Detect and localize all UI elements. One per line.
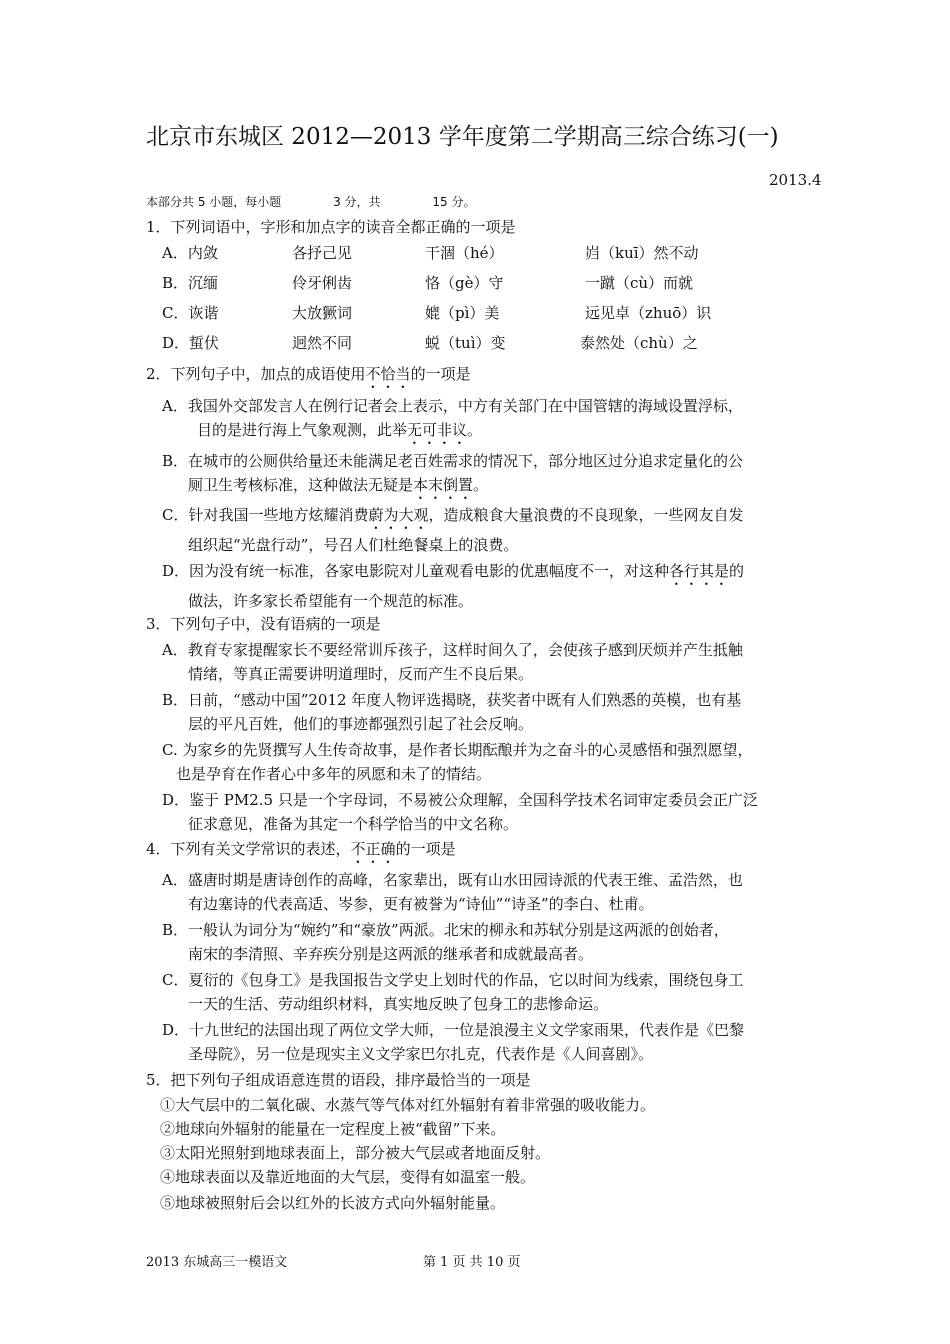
q3-option-d-line2: 征求意见，准备为其定一个科学恰当的中文名称。: [188, 815, 519, 833]
q2-option-a-line2: [197, 420, 482, 448]
q1-b-col3: 恪（gè）守: [425, 274, 504, 292]
q2-option-a-line1: A．我国外交部发言人在例行记者会上表示，中方有关部门在中国管辖的海域设置浮标，: [162, 397, 743, 415]
q1-d-col1: D．蜇伏: [162, 334, 220, 352]
exam-date: 2013.4: [769, 171, 822, 189]
meta-part-3: 15 分。: [432, 195, 476, 209]
q5-item-4: ④地球表面以及靠近地面的大气层，变得有如温室一般。: [160, 1168, 536, 1186]
question-5-stem: 5．把下列句子组成语意连贯的语段，排序最恰当的一项是: [146, 1071, 531, 1089]
q2-c-idiom: 蔚为大观: [368, 506, 429, 524]
q3-option-a-line1: A．教育专家提醒家长不要经常训斥孩子，这样时间久了，会使孩子感到厌烦并产生抵触: [162, 641, 743, 659]
q2-stem-emphasis: 不恰当: [365, 365, 411, 383]
q4-stem-a: 4．下列有关文学常识的表述，: [146, 840, 351, 858]
q2-b-idiom: 本末倒置: [413, 476, 474, 494]
q1-a-col4: 岿（kuī）然不动: [585, 244, 699, 262]
q2-a-end: 。: [467, 421, 483, 439]
q3-option-c-line2: 也是孕育在作者心中多年的夙愿和未了的情结。: [176, 765, 492, 783]
q4-stem-emphasis: 不正确: [350, 840, 396, 858]
q2-b-text: 厕卫生考核标准，这种做法无疑是: [188, 476, 414, 494]
meta-part-2: 3 分，共: [333, 195, 381, 209]
question-1-stem: 1．下列词语中，字形和加点字的读音全都正确的一项是: [146, 218, 516, 236]
q2-stem-a: 2．下列句子中，加点的成语使用: [146, 365, 366, 383]
q3-option-b-line1: B．日前，“感动中国”2012 年度人物评选揭晓，获奖者中既有人们熟悉的英模，也有基: [162, 691, 742, 709]
q2-stem-b: 的一项是: [410, 365, 471, 383]
q2-option-d-line1: [162, 561, 744, 589]
q1-c-col2: 大放獗词: [292, 304, 353, 322]
q2-option-c-line2: 组织起“光盘行动”，号召人们杜绝餐桌上的浪费。: [188, 536, 519, 554]
section-meta: [146, 193, 523, 210]
q4-option-d-line1: D．十九世纪的法国出现了两位文学大师，一位是浪漫主义文学家雨果，代表作是《巴黎: [162, 1021, 745, 1039]
q2-a-idiom: 无可非议: [407, 421, 468, 439]
q2-a-text: 目的是进行海上气象观测，此举: [197, 421, 408, 439]
q1-a-col2: 各抒己见: [292, 244, 353, 262]
q1-b-col2: 伶牙俐齿: [292, 274, 353, 292]
q2-option-c-line1: [162, 505, 744, 533]
q4-option-b-line1: B．一般认为词分为“婉约”和“豪放”两派。北宋的柳永和苏轼分别是这两派的创始者，: [162, 921, 729, 939]
q1-d-col2: 迥然不同: [292, 334, 353, 352]
q2-b-end: 。: [473, 476, 489, 494]
q2-c-text: C．针对我国一些地方炫耀消费: [162, 506, 369, 524]
meta-part-1: 本部分共 5 小题，每小题: [146, 195, 282, 209]
q3-option-c-line1: C. 为家乡的先贤撰写人生传奇故事，是作者长期酝酿并为之奋斗的心灵感悟和强烈愿望，: [162, 741, 753, 759]
q2-option-b-line2: [188, 475, 488, 503]
q1-d-col4: 泰然处（chù）之: [580, 334, 698, 352]
q4-option-a-line1: A．盛唐时期是唐诗创作的高峰，名家辈出，既有山水田园诗派的代表王维、孟浩然，也: [162, 871, 743, 889]
q2-option-b-line1: B．在城市的公厕供给量还未能满足老百姓需求的情况下，部分地区过分追求定量化的公: [162, 452, 744, 470]
q1-c-col1: C．诙谐: [162, 304, 219, 322]
q1-b-col4: 一蹴（cù）而就: [585, 274, 694, 292]
q5-item-3: ③太阳光照射到地球表面上，部分被大气层或者地面反射。: [160, 1144, 551, 1162]
question-2-stem: [146, 364, 471, 392]
q4-option-b-line2: 南宋的李清照、辛弃疾分别是这两派的继承者和成就最高者。: [188, 945, 594, 963]
q1-a-col3: 干涸（hé）: [425, 244, 504, 262]
q2-option-d-line2: 做法，许多家长希望能有一个规范的标准。: [188, 592, 474, 610]
q4-option-a-line2: 有边塞诗的代表高适、岑参，更有被誉为“诗仙”“诗圣”的李白、杜甫。: [188, 895, 654, 913]
q4-option-c-line1: C．夏衍的《包身工》是我国报告文学史上划时代的作品，它以时间为线索，围绕包身工: [162, 971, 744, 989]
q3-option-a-line2: 情绪，等真正需要讲明道理时，反而产生不良后果。: [188, 665, 534, 683]
q5-item-2: ②地球向外辐射的能量在一定程度上被“截留”下来。: [160, 1120, 506, 1138]
q4-option-c-line2: 一天的生活、劳动组织材料，真实地反映了包身工的悲惨命运。: [188, 995, 609, 1013]
q2-c-rest: ，造成粮食大量浪费的不良现象，一些网友自发: [428, 506, 744, 524]
q5-item-5: ⑤地球被照射后会以红外的长波方式向外辐射能量。: [160, 1194, 506, 1212]
q2-d-idiom: 各行其是: [669, 562, 730, 580]
page-title: 北京市东城区 2012—2013 学年度第二学期高三综合练习(一): [146, 124, 779, 150]
q1-d-col3: 蜕（tuì）变: [425, 334, 506, 352]
q2-d-text: D．因为没有统一标准，各家电影院对儿童观看电影的优惠幅度不一，对这种: [162, 562, 670, 580]
q1-a-col1: A．内敛: [162, 244, 218, 262]
q3-option-d-line1: D．鉴于 PM2.5 只是一个字母词，不易被公众理解，全国科学技术名词审定委员会正广泛: [162, 791, 758, 809]
question-3-stem: 3．下列句子中，没有语病的一项是: [146, 615, 381, 633]
q1-c-col3: 媲（pì）美: [425, 304, 500, 322]
q5-item-1: ①大气层中的二氧化碳、水蒸气等气体对红外辐射有着非常强的吸收能力。: [160, 1096, 656, 1114]
q1-c-col4: 远见卓（zhuō）识: [585, 304, 712, 322]
question-4-stem: [146, 839, 456, 867]
q4-stem-b: 的一项是: [395, 840, 456, 858]
q1-b-col1: B．沉缅: [162, 274, 219, 292]
footer-exam-name: 2013 东城高三一模语文: [146, 1255, 288, 1270]
q3-option-b-line2: 层的平凡百姓，他们的事迹都强烈引起了社会反响。: [188, 715, 534, 733]
q2-d-rest: 的: [729, 562, 745, 580]
footer-page-number: 第 1 页 共 10 页: [423, 1255, 521, 1270]
q4-option-d-line2: 圣母院》，另一位是现实主义文学家巴尔扎克，代表作是《人间喜剧》。: [188, 1045, 654, 1063]
